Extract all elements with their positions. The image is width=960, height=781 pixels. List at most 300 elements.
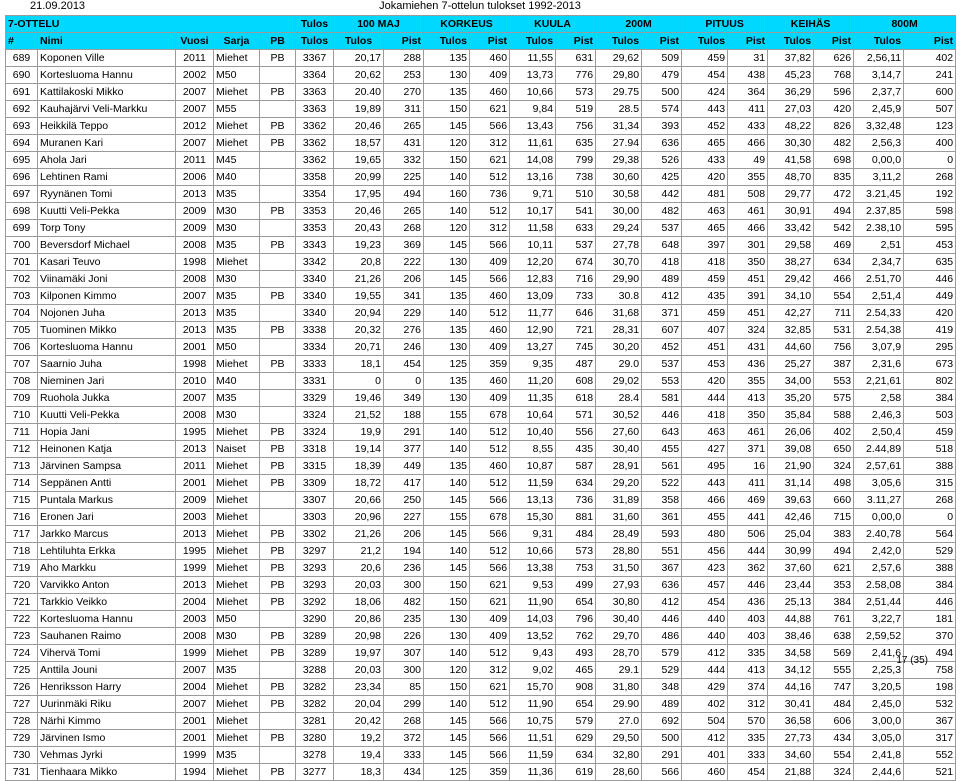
table-cell: 736 xyxy=(470,186,510,203)
table-cell: 574 xyxy=(642,101,682,118)
table-cell: 333 xyxy=(384,747,424,764)
table-row xyxy=(6,237,956,254)
table-cell: 311 xyxy=(384,101,424,118)
table-cell: 20,46 xyxy=(334,118,384,135)
table-cell: 1999 xyxy=(176,560,214,577)
table-cell: 9,71 xyxy=(510,186,556,203)
table-cell: 29,90 xyxy=(596,271,642,288)
table-row xyxy=(6,101,956,118)
table-cell: 3358 xyxy=(296,169,334,186)
table-cell: 2.54,33 xyxy=(854,305,904,322)
table-cell: 20,42 xyxy=(334,713,384,730)
table-cell: 454 xyxy=(682,67,728,84)
table-cell: 15,70 xyxy=(510,679,556,696)
table-cell: 635 xyxy=(556,135,596,152)
table-cell: 796 xyxy=(556,611,596,628)
table-cell: 621 xyxy=(814,560,854,577)
table-cell: 508 xyxy=(728,186,768,203)
table-cell: 3303 xyxy=(296,509,334,526)
table-cell: 130 xyxy=(424,254,470,271)
table-cell: 709 xyxy=(6,390,38,407)
table-cell: 692 xyxy=(642,713,682,730)
document-title: Jokamiehen 7-ottelun tulokset 1992-2013 xyxy=(379,0,581,12)
table-row xyxy=(6,288,956,305)
table-cell: 607 xyxy=(642,322,682,339)
table-cell: 756 xyxy=(814,339,854,356)
table-cell: 575 xyxy=(814,390,854,407)
table-cell: Tuominen Mikko xyxy=(38,322,176,339)
table-cell: 2007 xyxy=(176,135,214,152)
table-cell: 716 xyxy=(556,271,596,288)
table-cell: 341 xyxy=(384,288,424,305)
table-cell: 20,43 xyxy=(334,220,384,237)
page-number: 17 (35) xyxy=(896,655,928,666)
table-cell: 521 xyxy=(904,764,956,781)
table-cell: 29,80 xyxy=(596,67,642,84)
table-cell: 188 xyxy=(384,407,424,424)
table-row xyxy=(6,611,956,628)
table-cell: 29,70 xyxy=(596,628,642,645)
table-cell: 27,73 xyxy=(768,730,814,747)
table-cell: 446 xyxy=(904,271,956,288)
table-cell: 762 xyxy=(556,628,596,645)
table-cell: 1999 xyxy=(176,645,214,662)
table-cell: 2007 xyxy=(176,662,214,679)
table-cell: 482 xyxy=(384,594,424,611)
table-cell: 3354 xyxy=(296,186,334,203)
table-cell: 130 xyxy=(424,611,470,628)
table-cell: Puntala Markus xyxy=(38,492,176,509)
table-cell: 412 xyxy=(682,645,728,662)
table-cell: 3289 xyxy=(296,628,334,645)
table-cell: 633 xyxy=(556,220,596,237)
table-cell: 20,8 xyxy=(334,254,384,271)
table-cell: 566 xyxy=(470,271,510,288)
table-cell: 145 xyxy=(424,492,470,509)
table-cell: Kortesluoma Hannu xyxy=(38,339,176,356)
table-cell: PB xyxy=(260,50,296,67)
table-row xyxy=(6,645,956,662)
table-cell: 512 xyxy=(470,441,510,458)
table-cell: 2006 xyxy=(176,169,214,186)
group-label-long-jump: PITUUS xyxy=(682,16,768,33)
table-cell: 3282 xyxy=(296,679,334,696)
table-cell: 654 xyxy=(556,696,596,713)
table-row xyxy=(6,475,956,492)
table-cell: 388 xyxy=(904,458,956,475)
table-cell: 383 xyxy=(814,526,854,543)
table-cell: 31,14 xyxy=(768,475,814,492)
table-cell: 140 xyxy=(424,305,470,322)
table-cell: 160 xyxy=(424,186,470,203)
table-cell: 418 xyxy=(682,407,728,424)
table-cell: 246 xyxy=(384,339,424,356)
table-cell: 703 xyxy=(6,288,38,305)
table-cell: Heinonen Katja xyxy=(38,441,176,458)
table-cell: 315 xyxy=(904,475,956,492)
table-cell: 28.5 xyxy=(596,101,642,118)
table-cell: 349 xyxy=(384,390,424,407)
table-cell: 554 xyxy=(814,747,854,764)
table-cell: 908 xyxy=(556,679,596,696)
group-label-javelin: KEIHÄS xyxy=(768,16,854,33)
table-cell: 130 xyxy=(424,339,470,356)
table-cell: 537 xyxy=(642,356,682,373)
table-cell: Nojonen Juha xyxy=(38,305,176,322)
table-cell: 20,62 xyxy=(334,67,384,84)
table-cell xyxy=(260,492,296,509)
table-cell: 489 xyxy=(642,271,682,288)
table-cell: 3340 xyxy=(296,288,334,305)
table-cell: 606 xyxy=(814,713,854,730)
table-row xyxy=(6,118,956,135)
table-cell: Närhi Kimmo xyxy=(38,713,176,730)
table-cell: 28,70 xyxy=(596,645,642,662)
table-cell: 359 xyxy=(470,764,510,781)
table-cell: 140 xyxy=(424,441,470,458)
table-row xyxy=(6,339,956,356)
table-row xyxy=(6,713,956,730)
column-header: Tulos xyxy=(424,33,470,50)
table-cell xyxy=(260,373,296,390)
table-cell: 704 xyxy=(6,305,38,322)
table-cell: 768 xyxy=(814,67,854,84)
table-cell: 276 xyxy=(384,322,424,339)
column-header: Pist xyxy=(642,33,682,50)
table-cell: 17,95 xyxy=(334,186,384,203)
table-row xyxy=(6,67,956,84)
table-cell: 2,41,8 xyxy=(854,747,904,764)
table-cell: 19,89 xyxy=(334,101,384,118)
column-header: Pist xyxy=(556,33,596,50)
table-cell: 135 xyxy=(424,50,470,67)
table-cell: 20,66 xyxy=(334,492,384,509)
table-cell: 579 xyxy=(556,713,596,730)
table-cell: 29,42 xyxy=(768,271,814,288)
table-cell: Miehet xyxy=(214,526,260,543)
table-row xyxy=(6,356,956,373)
table-cell: 552 xyxy=(904,747,956,764)
table-cell: 18,39 xyxy=(334,458,384,475)
table-cell: 2.38,10 xyxy=(854,220,904,237)
table-cell: 12,20 xyxy=(510,254,556,271)
table-cell: 451 xyxy=(728,271,768,288)
table-cell: 512 xyxy=(470,543,510,560)
table-cell: 20,32 xyxy=(334,322,384,339)
table-cell: 487 xyxy=(556,356,596,373)
table-cell: M45 xyxy=(214,152,260,169)
table-cell: 31,80 xyxy=(596,679,642,696)
table-cell: 480 xyxy=(682,526,728,543)
table-cell: 449 xyxy=(384,458,424,475)
table-cell: PB xyxy=(260,543,296,560)
table-cell: 646 xyxy=(556,305,596,322)
table-cell: 30,60 xyxy=(596,169,642,186)
table-row xyxy=(6,696,956,713)
table-cell: 3334 xyxy=(296,339,334,356)
table-cell: 29,77 xyxy=(768,186,814,203)
table-cell: 2011 xyxy=(176,50,214,67)
table-cell: 312 xyxy=(728,696,768,713)
table-row xyxy=(6,390,956,407)
group-label-800m: 800M xyxy=(854,16,956,33)
table-cell xyxy=(260,152,296,169)
table-cell: 11,77 xyxy=(510,305,556,322)
table-cell: 2008 xyxy=(176,407,214,424)
table-cell: 288 xyxy=(384,50,424,67)
table-cell: 412 xyxy=(642,288,682,305)
table-cell: PB xyxy=(260,730,296,747)
table-cell: 618 xyxy=(556,390,596,407)
table-cell: 460 xyxy=(470,288,510,305)
table-cell: 27,93 xyxy=(596,577,642,594)
table-cell: 39,63 xyxy=(768,492,814,509)
table-cell: 444 xyxy=(682,390,728,407)
table-cell: 2013 xyxy=(176,526,214,543)
table-cell: 372 xyxy=(384,730,424,747)
table-cell: 722 xyxy=(6,611,38,628)
table-cell: 409 xyxy=(470,628,510,645)
table-cell: 140 xyxy=(424,475,470,492)
results-table xyxy=(5,15,956,781)
table-cell: 19,55 xyxy=(334,288,384,305)
table-cell: PB xyxy=(260,288,296,305)
table-row xyxy=(6,458,956,475)
table-cell: 3290 xyxy=(296,611,334,628)
table-cell: 270 xyxy=(384,84,424,101)
table-cell: 324 xyxy=(728,322,768,339)
table-cell: 3324 xyxy=(296,407,334,424)
table-cell: 715 xyxy=(814,509,854,526)
table-cell: 522 xyxy=(642,475,682,492)
table-cell: 30,91 xyxy=(768,203,814,220)
table-cell xyxy=(260,169,296,186)
table-cell: 566 xyxy=(470,526,510,543)
table-cell: 457 xyxy=(682,577,728,594)
table-cell: 499 xyxy=(556,577,596,594)
table-cell: 350 xyxy=(728,407,768,424)
table-cell: 493 xyxy=(556,645,596,662)
column-header: PB xyxy=(260,33,296,50)
table-cell: 10,11 xyxy=(510,237,556,254)
table-cell: 2001 xyxy=(176,339,214,356)
table-cell: 697 xyxy=(6,186,38,203)
table-cell: 460 xyxy=(682,764,728,781)
table-cell xyxy=(260,662,296,679)
table-cell: 424 xyxy=(682,84,728,101)
table-cell: 31,50 xyxy=(596,560,642,577)
table-cell: 34,58 xyxy=(768,645,814,662)
table-cell: Kattilakoski Mikko xyxy=(38,84,176,101)
table-cell: Beversdorf Michael xyxy=(38,237,176,254)
table-cell: 643 xyxy=(642,424,682,441)
table-row xyxy=(6,203,956,220)
table-cell: 469 xyxy=(728,492,768,509)
table-cell: 3292 xyxy=(296,594,334,611)
table-cell: 31,68 xyxy=(596,305,642,322)
table-cell: 0 xyxy=(904,152,956,169)
table-cell: 291 xyxy=(384,424,424,441)
table-row xyxy=(6,560,956,577)
table-cell: 377 xyxy=(384,441,424,458)
table-cell: 123 xyxy=(904,118,956,135)
column-header: Pist xyxy=(904,33,956,50)
table-cell: 29,50 xyxy=(596,730,642,747)
table-row xyxy=(6,407,956,424)
table-cell: 691 xyxy=(6,84,38,101)
table-cell: 2,51,44 xyxy=(854,594,904,611)
table-cell: 335 xyxy=(728,730,768,747)
table-cell: 30,20 xyxy=(596,339,642,356)
table-cell: 2003 xyxy=(176,509,214,526)
table-cell: 45,23 xyxy=(768,67,814,84)
table-cell: 434 xyxy=(384,764,424,781)
table-cell: 3282 xyxy=(296,696,334,713)
table-cell: 13,09 xyxy=(510,288,556,305)
table-cell: Lehtiluhta Erkka xyxy=(38,543,176,560)
table-cell: 638 xyxy=(814,628,854,645)
table-cell: PB xyxy=(260,135,296,152)
table-cell: 140 xyxy=(424,424,470,441)
table-cell: 355 xyxy=(728,373,768,390)
table-cell: 454 xyxy=(728,764,768,781)
table-row xyxy=(6,679,956,696)
table-row xyxy=(6,577,956,594)
table-cell: Saarnio Juha xyxy=(38,356,176,373)
table-cell: 443 xyxy=(682,101,728,118)
table-cell: 145 xyxy=(424,237,470,254)
table-cell: 44,16 xyxy=(768,679,814,696)
table-cell: 130 xyxy=(424,390,470,407)
table-cell: 495 xyxy=(682,458,728,475)
table-cell: 561 xyxy=(642,458,682,475)
table-cell: 400 xyxy=(904,135,956,152)
column-header: Pist xyxy=(814,33,854,50)
table-cell: 529 xyxy=(904,543,956,560)
table-cell: 465 xyxy=(556,662,596,679)
table-cell: 21,26 xyxy=(334,271,384,288)
table-cell: 466 xyxy=(728,220,768,237)
table-cell: 512 xyxy=(470,169,510,186)
table-cell: 0,00,0 xyxy=(854,152,904,169)
table-cell: PB xyxy=(260,594,296,611)
table-cell: 2008 xyxy=(176,271,214,288)
table-cell: 335 xyxy=(728,645,768,662)
table-cell: 20,6 xyxy=(334,560,384,577)
table-cell: 150 xyxy=(424,679,470,696)
table-cell: 145 xyxy=(424,560,470,577)
table-cell: 241 xyxy=(904,67,956,84)
table-cell: 2008 xyxy=(176,628,214,645)
table-cell xyxy=(260,611,296,628)
table-cell: 227 xyxy=(384,509,424,526)
table-cell: 581 xyxy=(642,390,682,407)
table-cell: 401 xyxy=(682,747,728,764)
table-cell: PB xyxy=(260,458,296,475)
column-header: Tulos xyxy=(682,33,728,50)
table-cell: 2,59,52 xyxy=(854,628,904,645)
table-cell: 37,82 xyxy=(768,50,814,67)
table-cell: 460 xyxy=(470,322,510,339)
table-cell: 431 xyxy=(728,339,768,356)
table-cell: 2.51,70 xyxy=(854,271,904,288)
table-cell: Nieminen Jari xyxy=(38,373,176,390)
table-cell: 11,90 xyxy=(510,594,556,611)
table-cell: 29.75 xyxy=(596,84,642,101)
table-cell: 34,60 xyxy=(768,747,814,764)
table-cell: 13,38 xyxy=(510,560,556,577)
table-cell: 367 xyxy=(904,713,956,730)
table-cell: 253 xyxy=(384,67,424,84)
table-cell: 37,60 xyxy=(768,560,814,577)
table-cell: 30,41 xyxy=(768,696,814,713)
table-cell: 14,03 xyxy=(510,611,556,628)
table-cell: 145 xyxy=(424,747,470,764)
table-cell: 736 xyxy=(556,492,596,509)
table-cell: 135 xyxy=(424,84,470,101)
table-cell: 307 xyxy=(384,645,424,662)
table-cell: Järvinen Ismo xyxy=(38,730,176,747)
table-cell: 30,80 xyxy=(596,594,642,611)
table-cell: 593 xyxy=(642,526,682,543)
table-cell: Kasari Teuvo xyxy=(38,254,176,271)
table-cell xyxy=(260,509,296,526)
table-cell: 465 xyxy=(682,220,728,237)
table-cell: 712 xyxy=(6,441,38,458)
table-cell: M30 xyxy=(214,407,260,424)
table-cell: M55 xyxy=(214,101,260,118)
table-cell: Miehet xyxy=(214,135,260,152)
table-cell: 299 xyxy=(384,696,424,713)
table-cell: 648 xyxy=(642,237,682,254)
table-row xyxy=(6,764,956,781)
group-label-shot-put: KUULA xyxy=(510,16,596,33)
table-cell: 10,40 xyxy=(510,424,556,441)
table-cell: Torp Tony xyxy=(38,220,176,237)
table-cell: 130 xyxy=(424,67,470,84)
group-label-200m: 200M xyxy=(596,16,682,33)
table-cell: 433 xyxy=(728,118,768,135)
table-cell: PB xyxy=(260,475,296,492)
table-cell: 388 xyxy=(904,560,956,577)
table-cell: 2,44,6 xyxy=(854,764,904,781)
table-cell: PB xyxy=(260,645,296,662)
table-cell: 519 xyxy=(556,101,596,118)
table-cell: 761 xyxy=(814,611,854,628)
table-cell: 21,88 xyxy=(768,764,814,781)
table-cell: 361 xyxy=(642,509,682,526)
table-cell: 721 xyxy=(6,594,38,611)
table-cell: 452 xyxy=(642,339,682,356)
table-cell: 3331 xyxy=(296,373,334,390)
table-cell: 135 xyxy=(424,373,470,390)
table-cell: 881 xyxy=(556,509,596,526)
table-cell: 18,72 xyxy=(334,475,384,492)
column-header: Tulos xyxy=(510,33,556,50)
table-cell: 206 xyxy=(384,271,424,288)
table-cell: 130 xyxy=(424,628,470,645)
table-cell: 2,37,7 xyxy=(854,84,904,101)
table-row xyxy=(6,84,956,101)
table-cell: M30 xyxy=(214,628,260,645)
table-cell: 711 xyxy=(6,424,38,441)
table-cell: Miehet xyxy=(214,594,260,611)
table-cell: 21,52 xyxy=(334,407,384,424)
table-cell: 44,88 xyxy=(768,611,814,628)
column-header: Vuosi xyxy=(176,33,214,50)
table-cell: 36,58 xyxy=(768,713,814,730)
table-row xyxy=(6,254,956,271)
